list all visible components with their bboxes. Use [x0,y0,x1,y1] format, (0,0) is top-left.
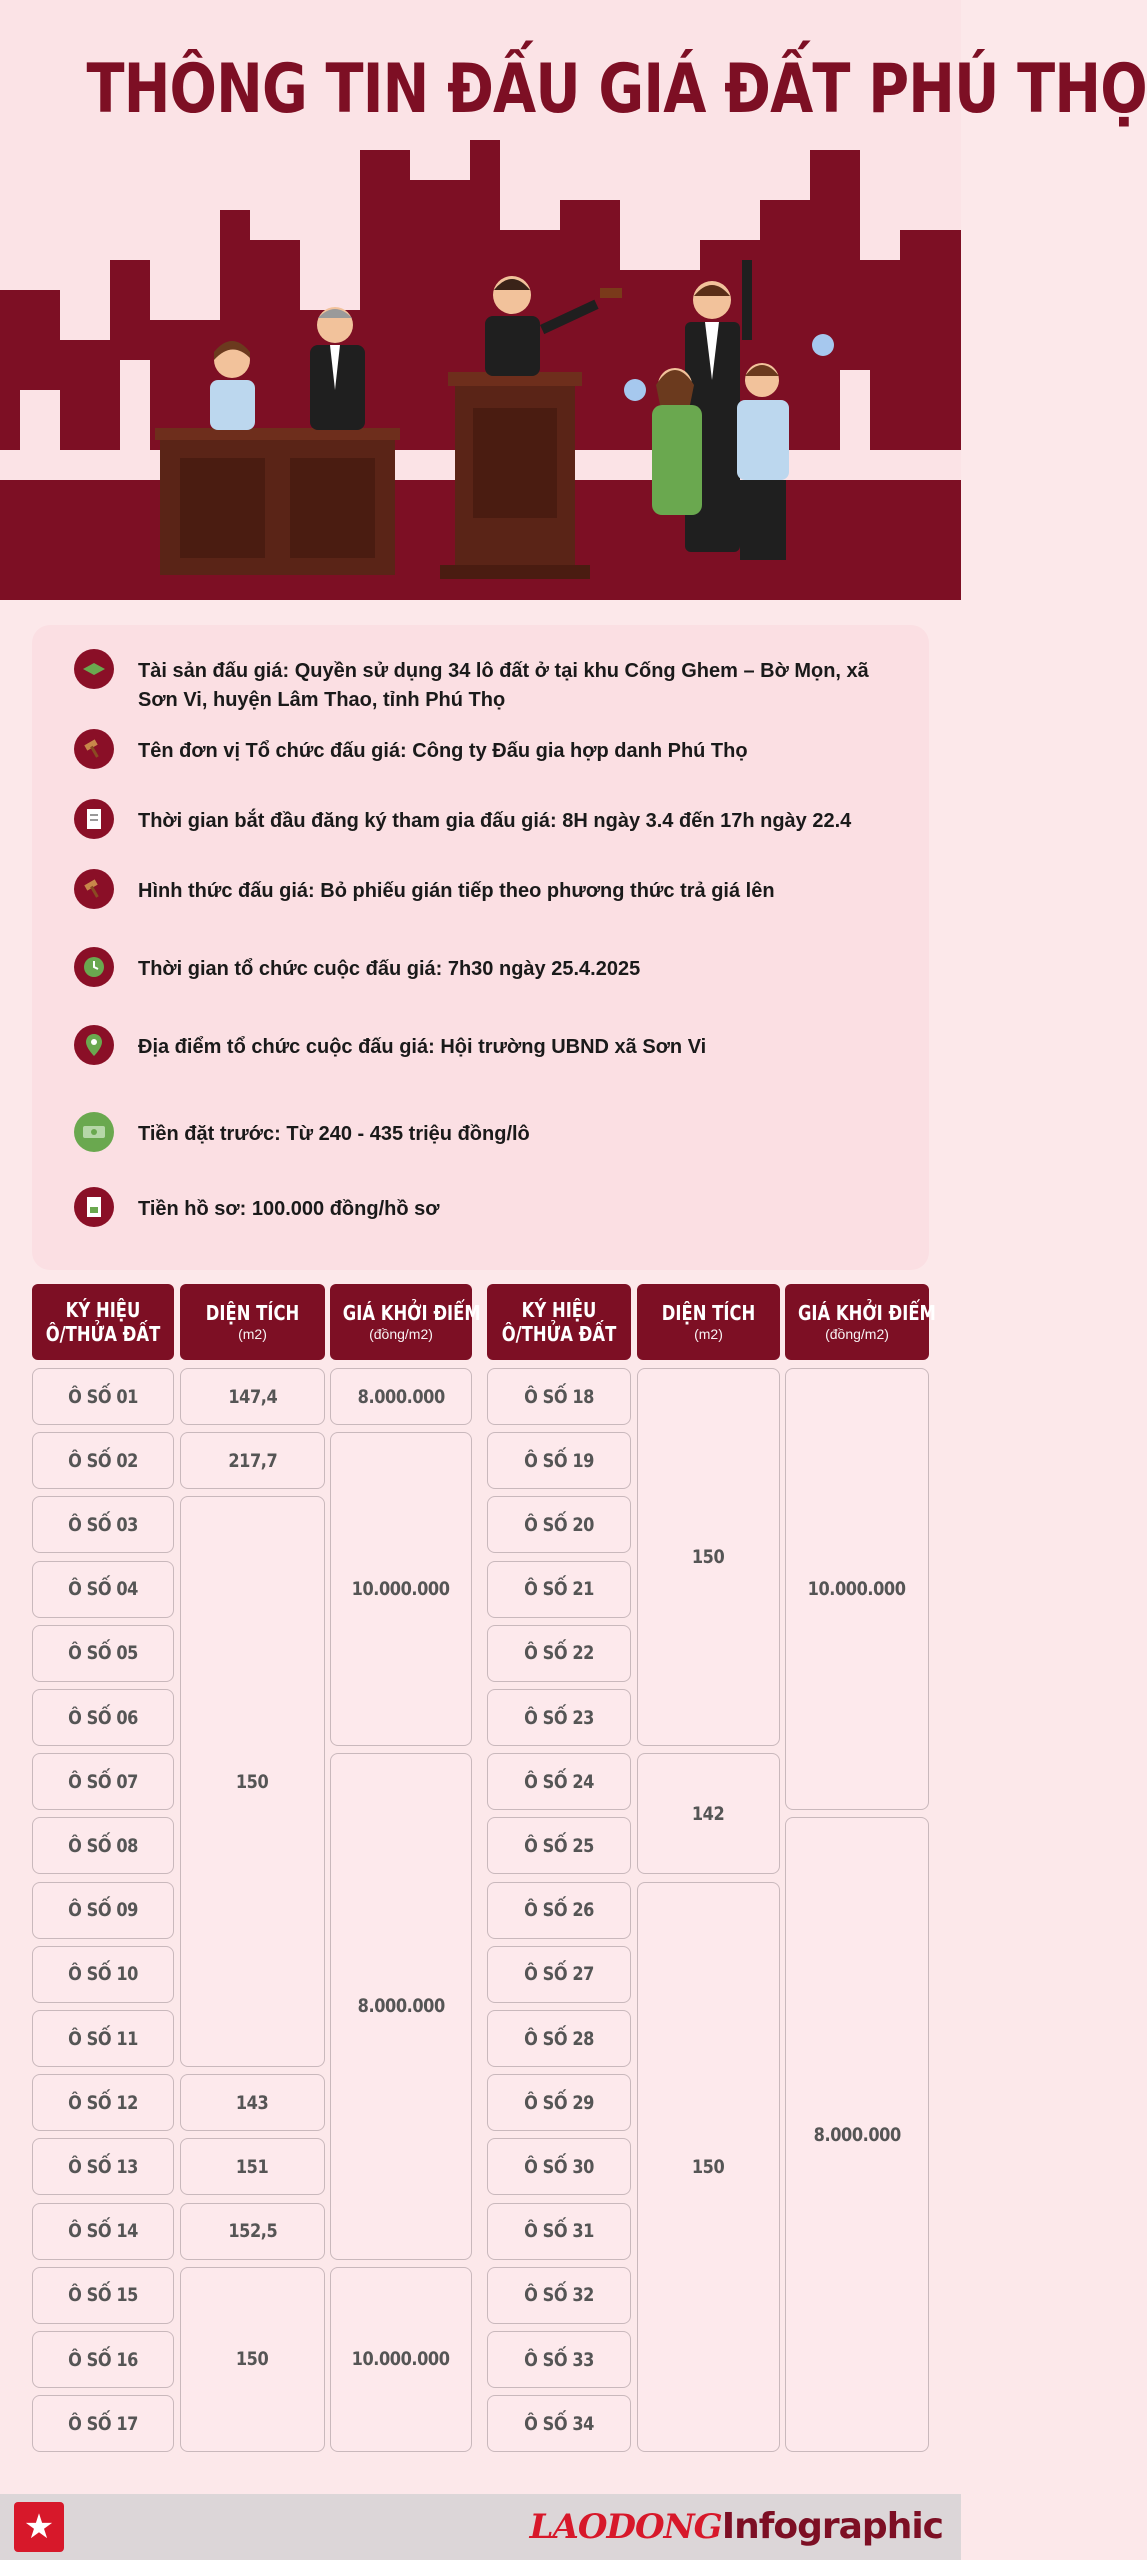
star-glyph: ★ [23,2508,55,2546]
lot-id-cell [32,1496,174,1553]
area-cell [180,1368,325,1425]
price-cell-text: 10.000.000 [352,1578,450,1601]
info-item-registration [74,807,878,839]
header-line-2: Ô/THỬA ĐẤT [501,1322,617,1346]
area-cell [637,1753,780,1874]
lot-id-cell [32,2203,174,2260]
lot-id-cell [32,1689,174,1746]
info-text: Thời gian bắt đầu đăng ký tham gia đấu giá: 8H ngày 3.4 đến 17h ngày 22.4 [138,810,852,832]
info-text: Địa điểm tổ chức cuộc đấu giá: Hội trường UBND xã Sơn Vi [138,1036,707,1058]
lot-id-cell-text: Ô SỐ 22 [524,1642,594,1665]
lot-id-cell-text: Ô SỐ 05 [68,1642,138,1665]
area-cell-text: 150 [692,1546,725,1568]
brand-logo [530,2506,943,2547]
header-line-1: KÝ HIỆU [521,1298,597,1322]
gavel-icon [74,869,114,909]
column-header [180,1284,325,1360]
lot-id-cell [32,1432,174,1489]
lot-id-cell [487,1882,631,1939]
info-item-deposit [74,1120,878,1152]
area-cell-text: 217,7 [228,1449,277,1472]
lot-id-cell [32,1946,174,2003]
lot-id-cell-text: Ô SỐ 19 [524,1449,594,1472]
column-header [785,1284,936,1360]
lot-id-cell [32,1817,174,1874]
lot-id-cell [487,1368,631,1425]
column-header [330,1284,481,1360]
header-line-1: DIỆN TÍCH [205,1301,300,1325]
info-text: Tiền đặt trước: Từ 240 - 435 triệu đồng/lô [138,1123,530,1145]
lot-id-cell [487,1946,631,2003]
lot-id-cell [487,1689,631,1746]
clock-icon [74,947,114,987]
lot-id-cell-text: Ô SỐ 31 [524,2220,594,2243]
area-cell [180,2074,325,2131]
area-cell-text: 143 [236,2091,269,2114]
footer [0,2494,961,2560]
lot-id-cell-text: Ô SỐ 33 [524,2348,594,2371]
area-cell-text: 150 [236,1770,269,1793]
header-line-1: GIÁ KHỞI ĐIỂM [797,1301,936,1325]
info-item-fee [74,1195,878,1227]
brand-infographic: Infographic [721,2506,943,2547]
lot-id-cell-text: Ô SỐ 26 [524,1899,594,1922]
lot-id-cell [487,1817,631,1874]
lot-id-cell-text: Ô SỐ 13 [68,2155,138,2178]
info-item-asset [74,657,878,715]
area-cell-text: 142 [692,1802,725,1825]
lot-id-cell [487,2074,631,2131]
lot-id-cell-text: Ô SỐ 03 [68,1513,138,1536]
header-unit: (đồng/m2) [369,1326,433,1342]
info-item-organizer [74,737,878,769]
lot-id-cell [32,2395,174,2452]
header-unit: (m2) [694,1326,723,1342]
area-cell [180,1432,325,1489]
lot-id-cell [487,2267,631,2324]
info-item-time [74,955,878,987]
money-icon [74,1112,114,1152]
lot-id-cell-text: Ô SỐ 01 [68,1385,138,1408]
info-text: Tài sản đấu giá: Quyền sử dụng 34 lô đất ở tại khu Cống Ghem – Bờ Mọn, xã Sơn Vi, huyện Lâm Thao, tỉnh Phú Thọ [138,660,869,711]
lot-id-cell [32,1368,174,1425]
info-item-location [74,1033,878,1065]
star-logo-icon [14,2502,64,2552]
column-header [637,1284,780,1360]
area-cell [637,1882,780,2453]
area-cell-text: 152,5 [228,2220,277,2243]
lot-id-cell-text: Ô SỐ 14 [68,2220,138,2243]
lot-id-cell-text: Ô SỐ 10 [68,1963,138,1986]
lot-id-cell-text: Ô SỐ 04 [68,1578,138,1601]
area-cell-text: 151 [236,2155,269,2178]
area-cell [180,2138,325,2195]
gavel-icon [74,729,114,769]
price-cell [785,1368,929,1810]
lot-id-cell-text: Ô SỐ 08 [68,1834,138,1857]
hero-banner [0,0,1147,600]
lot-id-cell-text: Ô SỐ 18 [524,1385,594,1408]
lot-id-cell [32,2074,174,2131]
lot-id-cell [487,1432,631,1489]
lot-id-cell-text: Ô SỐ 17 [68,2412,138,2435]
land-icon [74,649,114,689]
info-text: Tiền hồ sơ: 100.000 đồng/hồ sơ [138,1198,440,1220]
lot-id-cell-text: Ô SỐ 25 [524,1834,594,1857]
lot-id-cell [487,2010,631,2067]
lot-id-cell-text: Ô SỐ 30 [524,2155,594,2178]
document-icon [74,799,114,839]
lot-id-cell [32,2138,174,2195]
header-line-1: GIÁ KHỞI ĐIỂM [342,1301,481,1325]
price-cell [330,1432,472,1746]
lot-id-cell-text: Ô SỐ 20 [524,1513,594,1536]
lot-id-cell-text: Ô SỐ 12 [68,2091,138,2114]
lot-id-cell [487,2138,631,2195]
info-text: Tên đơn vị Tổ chức đấu giá: Công ty Đấu gia hợp danh Phú Thọ [138,740,748,762]
price-cell [330,1368,472,1425]
area-cell [180,2267,325,2452]
price-cell-text: 8.000.000 [357,1995,445,2018]
info-text: Hình thức đấu giá: Bỏ phiếu gián tiếp theo phương thức trả giá lên [138,880,775,902]
area-cell-text: 150 [692,2155,725,2178]
lot-id-cell-text: Ô SỐ 09 [68,1899,138,1922]
lot-id-cell-text: Ô SỐ 11 [68,2027,138,2050]
page-title: THÔNG TIN ĐẤU GIÁ ĐẤT PHÚ THỌ [86,50,1147,129]
lot-id-cell [487,2203,631,2260]
header-unit: (m2) [238,1326,267,1342]
info-item-format [74,877,878,909]
price-cell [330,1753,472,2259]
price-cell-text: 10.000.000 [352,2348,450,2371]
lot-id-cell-text: Ô SỐ 07 [68,1770,138,1793]
lot-id-cell [487,1496,631,1553]
lot-id-cell [32,2267,174,2324]
lot-id-cell [32,1561,174,1618]
price-cell [330,2267,472,2452]
lot-id-cell-text: Ô SỐ 16 [68,2348,138,2371]
info-card [32,625,929,1270]
auction-illustration [0,140,961,600]
price-cell [785,1817,929,2452]
lot-id-cell [487,2331,631,2388]
lot-id-cell-text: Ô SỐ 28 [524,2027,594,2050]
header-unit: (đồng/m2) [825,1326,889,1342]
header-line-1: KÝ HIỆU [65,1298,141,1322]
area-cell-text: 150 [236,2348,269,2371]
lot-id-cell-text: Ô SỐ 23 [524,1706,594,1729]
header-line-1: DIỆN TÍCH [661,1301,756,1325]
lot-id-cell-text: Ô SỐ 02 [68,1449,138,1472]
price-cell-text: 8.000.000 [813,2123,901,2146]
lot-id-cell-text: Ô SỐ 34 [524,2412,594,2435]
lot-id-cell [487,2395,631,2452]
info-text: Thời gian tổ chức cuộc đấu giá: 7h30 ngày 25.4.2025 [138,958,641,980]
price-cell-text: 8.000.000 [357,1385,445,1408]
lot-id-cell [32,1753,174,1810]
area-cell [637,1368,780,1746]
area-cell [180,2203,325,2260]
lot-id-cell-text: Ô SỐ 29 [524,2091,594,2114]
file-icon [74,1187,114,1227]
brand-laodong: LAODONG [529,2507,722,2547]
lot-id-cell-text: Ô SỐ 06 [68,1706,138,1729]
lot-id-cell [32,1882,174,1939]
lot-id-cell-text: Ô SỐ 21 [524,1578,594,1601]
area-cell-text: 147,4 [228,1385,277,1408]
lot-id-cell-text: Ô SỐ 24 [524,1770,594,1793]
lot-id-cell [32,2010,174,2067]
lot-id-cell [487,1561,631,1618]
lot-id-cell [32,1625,174,1682]
area-cell [180,1496,325,2067]
lot-id-cell-text: Ô SỐ 32 [524,2284,594,2307]
lot-id-cell [487,1625,631,1682]
price-cell-text: 10.000.000 [808,1578,906,1601]
column-header [487,1284,631,1360]
lot-id-cell-text: Ô SỐ 15 [68,2284,138,2307]
header-line-2: Ô/THỬA ĐẤT [45,1322,161,1346]
lot-id-cell [32,2331,174,2388]
lot-id-cell-text: Ô SỐ 27 [524,1963,594,1986]
location-pin-icon [74,1025,114,1065]
column-header [32,1284,174,1360]
lot-id-cell [487,1753,631,1810]
